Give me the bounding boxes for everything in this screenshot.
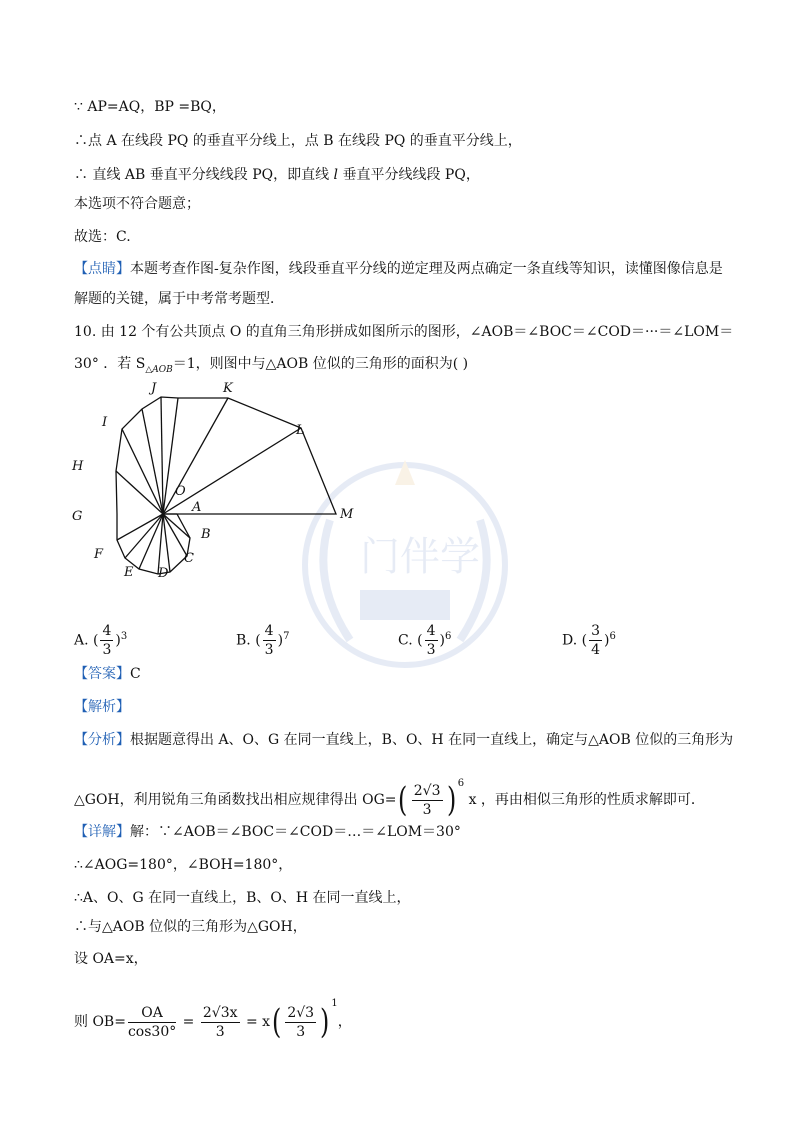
label-J: J (151, 381, 157, 396)
label-M: M (340, 507, 354, 522)
option-b[interactable]: B. ( $\frac{4}{3}$ )$^7$ (236, 623, 290, 658)
label-D: D (158, 566, 169, 578)
text-line-4: 本选项不符合题意； (74, 196, 200, 212)
text-line-2: ∴点 A 在线段 PQ 的垂直平分线上，点 B 在线段 PQ 的垂直平分线上， (74, 133, 522, 149)
question-line-2: 30° ．若 $S_{\triangle AOB}=1$，则图中与△AOB 位似的三角形的面积为( ) (74, 356, 469, 375)
detail-line-6: 则 OB= $\frac{OA}{\cos 30^\circ}$ = $\frac{2√3x}{3}$ = x( $\frac{2√3}{3}$ ) $^1$， (74, 998, 352, 1042)
label-E: E (124, 565, 134, 578)
label-A: A (192, 500, 202, 515)
label-C: C (184, 551, 194, 566)
label-B: B (201, 527, 211, 542)
option-a[interactable]: A. ( $\frac{4}{3}$ )$^3$ (74, 623, 128, 658)
spiral-triangle-figure (60, 378, 370, 578)
label-G: G (72, 509, 83, 524)
detail-line-3: ∴A、O、G 在同一直线上，B、O、H 在同一直线上， (74, 890, 411, 906)
label-F: F (94, 547, 104, 562)
label-O: O (175, 484, 186, 499)
label-I: I (102, 415, 108, 430)
label-H: H (72, 459, 84, 474)
question-line-1: 10. 由 12 个有公共顶点 O 的直角三角形拼成如图所示的图形，∠AOB＝∠BOC＝∠COD＝···＝∠LOM＝ (74, 324, 734, 340)
detail-line-2: ∴∠AOG=180°，∠BOH=180°， (74, 857, 293, 873)
label-L: L (296, 423, 305, 438)
detail-line-4: ∴与△AOB 位似的三角形为△GOH， (74, 919, 307, 935)
svg-text:门伴学: 门伴学 (360, 534, 480, 580)
text-line-5: 故选：C. (74, 229, 131, 245)
detail-line-5: 设 OA=x， (74, 951, 148, 967)
option-c[interactable]: C. ( $\frac{4}{3}$ )$^6$ (398, 623, 452, 658)
dianjing-line-1: 【点睛】本题考查作图-复杂作图，线段垂直平分线的逆定理及两点确定一条直线等知识，读懂图像信息是 (74, 261, 723, 277)
answer-tag: 【答案】 (74, 666, 130, 682)
text-line-3: ∴ 直线 AB 垂直平分线线段 PQ，即直线 l 垂直平分线线段 PQ， (74, 167, 480, 183)
answer-line (74, 664, 141, 684)
option-d[interactable]: D. ( $\frac{3}{4}$ )$^6$ (562, 623, 616, 658)
dianjing-line-2: 解题的关键，属于中考常考题型． (74, 291, 284, 307)
dianjing-tag: 【点睛】 (74, 261, 130, 277)
label-K: K (223, 381, 233, 396)
fenxi-line-2: △GOH，利用锐角三角函数找出相应规律得出 OG=( $\frac{2√3}{3}$ ) $^6$ x ，再由相似三角形的性质求解即可． (74, 778, 705, 820)
detail-tag: 【详解】 (74, 824, 130, 840)
text-line-1: ∵ AP=AQ，BP =BQ， (74, 99, 226, 115)
detail-line-1: 【详解】解：∵∠AOB＝∠BOC＝∠COD＝…＝∠LOM＝30° (74, 824, 461, 840)
answer-value: C (130, 666, 141, 682)
fenxi-tag: 【分析】 (74, 732, 130, 748)
analysis-header: 【解析】 (74, 699, 130, 715)
fenxi-line-1: 【分析】根据题意得出 A、O、G 在同一直线上，B、O、H 在同一直线上，确定与△AOB 位似的三角形为 (74, 732, 734, 748)
